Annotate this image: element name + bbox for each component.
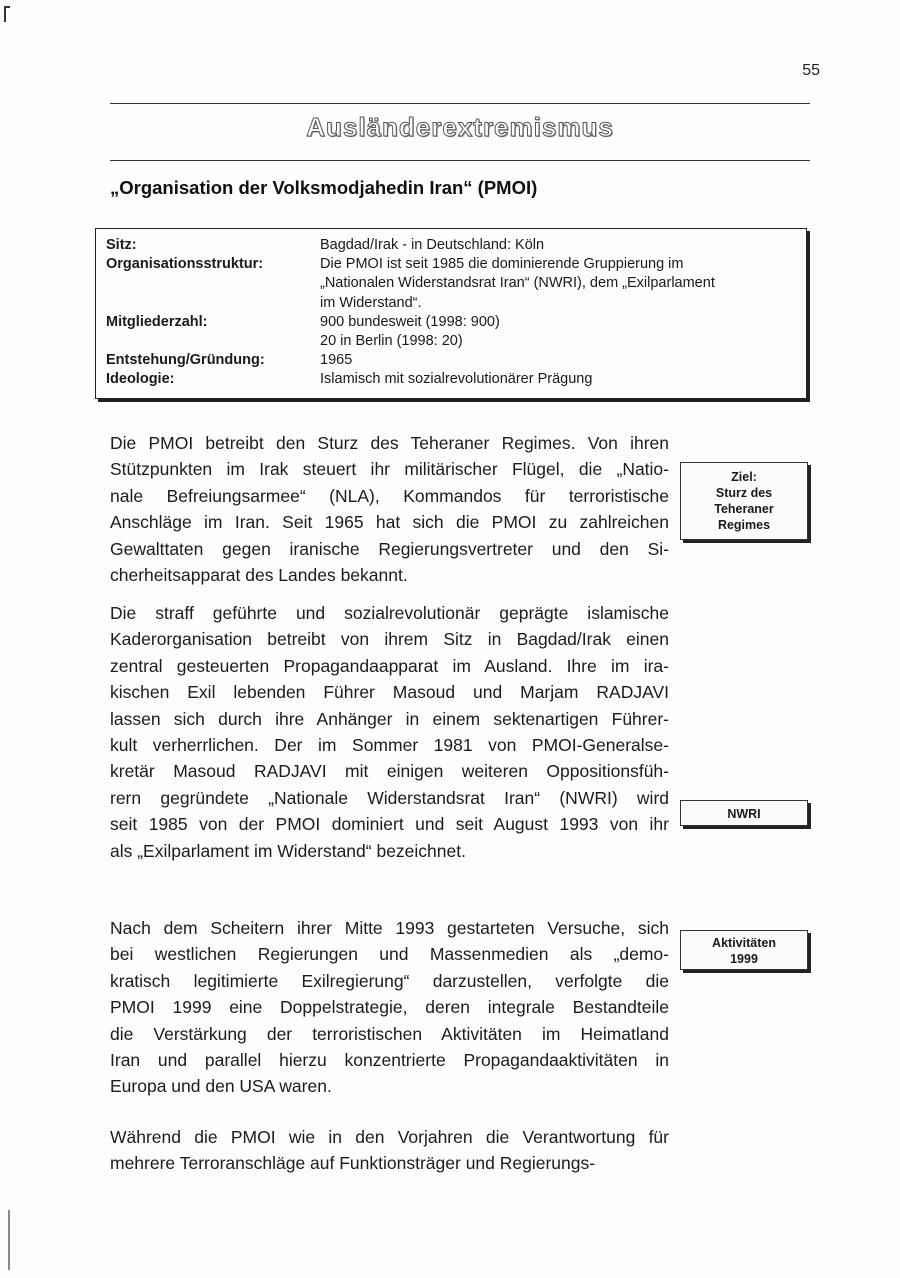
- text-line: die Verstärkung der terroristischen Aktivitäten im Heimatland: [110, 1023, 669, 1044]
- text-line: lassen sich durch ihre Anhänger in einem sektenartigen Führer-: [110, 708, 669, 729]
- info-value-line: 900 bundesweit (1998: 900): [320, 313, 500, 330]
- margin-note-line: Regimes: [717, 518, 771, 532]
- paragraph: [110, 430, 669, 588]
- text-line: PMOI 1999 eine Doppelstrategie, deren integrale Bestandteile: [110, 997, 669, 1018]
- text-line: Während die PMOI wie in den Vorjahren die Verantwortung für: [110, 1127, 669, 1147]
- info-value-line: Islamisch mit sozialrevolutionärer Prägung: [320, 371, 593, 388]
- text-line: Nach dem Scheitern ihrer Mitte 1993 gestarteten Versuche, sich: [110, 918, 669, 938]
- info-row-mitgliederzahl: [106, 313, 796, 351]
- margin-note-line: Ziel:: [731, 470, 757, 484]
- info-value-line: 1965: [320, 352, 353, 369]
- info-row-entstehung: [106, 351, 796, 370]
- info-value-line: „Nationalen Widerstandsrat Iran“ (NWRI), dem „Exilparlament: [320, 275, 715, 292]
- info-label: Organisationsstruktur:: [106, 256, 264, 273]
- text-line: Stützpunkten im Irak steuert ihr militärischer Flügel, die „Natio-: [110, 459, 669, 480]
- info-label: Ideologie:: [106, 371, 175, 388]
- info-row-organisationsstruktur: [106, 255, 796, 313]
- text-line: Kaderorganisation betreibt von ihrem Sitz in Bagdad/Irak einen: [110, 629, 669, 650]
- text-line: kratisch legitimierte Exilregierung“ darzustellen, verfolgte die: [110, 970, 669, 991]
- text-line: Europa und den USA waren.: [110, 1076, 332, 1097]
- margin-note-line: Aktivitäten: [712, 936, 776, 950]
- text-line: nale Befreiungsarmee“ (NLA), Kommandos für terroristische: [110, 485, 669, 506]
- text-line: rern gegründete „Nationale Widerstandsrat Iran“ (NWRI) wird: [110, 787, 669, 808]
- info-value: [320, 255, 796, 313]
- margin-note-aktivitaeten: [680, 930, 808, 970]
- margin-note-line: Sturz des: [715, 486, 773, 500]
- running-head: Ausländerextremismus: [306, 112, 614, 142]
- text-line: als „Exilparlament im Widerstand“ bezeichnet.: [110, 840, 466, 861]
- text-line: kretär Masoud RADJAVI mit einigen weiteren Oppositionsfüh-: [110, 761, 669, 782]
- section-title: „Organisation der Volksmodjahedin Iran“ (PMOI): [110, 177, 538, 198]
- text-line: kischen Exil lebenden Führer Masoud und Marjam RADJAVI: [110, 682, 669, 703]
- info-value-line: Bagdad/Irak - in Deutschland: Köln: [320, 237, 545, 253]
- text-line: kult verherrlichen. Der im Sommer 1981 von PMOI-Generalse-: [110, 735, 669, 756]
- info-row-sitz: [106, 236, 796, 255]
- text-line: Iran und parallel hierzu konzentrierte Propagandaaktivitäten in: [110, 1050, 669, 1071]
- text-line: Die straff geführte und sozialrevolutionär geprägte islamische: [110, 603, 669, 623]
- text-line: bei westlichen Regierungen und Massenmedien als „demo-: [110, 944, 669, 965]
- margin-note-line: NWRI: [727, 807, 761, 821]
- margin-note-nwri: [680, 800, 808, 826]
- info-value: [320, 370, 796, 389]
- page-number: 55: [802, 62, 820, 79]
- info-value: [320, 313, 796, 351]
- text-line: seit 1985 von der PMOI dominiert und seit August 1993 von ihr: [110, 814, 669, 835]
- paragraph: [110, 915, 669, 1100]
- margin-note-line: Teheraner: [714, 502, 774, 516]
- text-line: Gewalttaten gegen iranische Regierungsvertreter und den Si-: [110, 538, 669, 559]
- paragraph: [110, 600, 669, 864]
- info-label: Mitgliederzahl:: [106, 313, 208, 330]
- text-line: cherheitsapparat des Landes bekannt.: [110, 565, 408, 586]
- margin-note-ziel: [680, 462, 808, 540]
- info-value: [320, 236, 796, 255]
- info-value-line: 20 in Berlin (1998: 20): [320, 333, 463, 350]
- text-line: Anschläge im Iran. Seit 1965 hat sich die PMOI zu zahlreichen: [110, 512, 669, 533]
- text-line: mehrere Terroranschläge auf Funktionsträger und Regierungs-: [110, 1153, 596, 1174]
- info-value-line: im Widerstand“.: [320, 294, 422, 311]
- text-line: zentral gesteuerten Propagandaapparat im Ausland. Ihre im ira-: [110, 655, 669, 676]
- info-value-line: Die PMOI ist seit 1985 die dominierende Gruppierung im: [320, 256, 684, 273]
- organisation-info-box: [95, 228, 807, 399]
- binding-mark: [8, 1210, 10, 1270]
- margin-note-line: 1999: [730, 952, 758, 966]
- info-label: Entstehung/Gründung:: [106, 352, 265, 369]
- paragraph: [110, 1124, 669, 1177]
- header-rule-bottom: [110, 160, 810, 161]
- info-label: Sitz:: [106, 237, 137, 253]
- crop-mark: [4, 6, 6, 22]
- info-row-ideologie: [106, 370, 796, 389]
- text-line: Die PMOI betreibt den Sturz des Teheraner Regimes. Von ihren: [110, 433, 669, 453]
- header-rule-top: [110, 103, 810, 104]
- info-value: [320, 351, 796, 370]
